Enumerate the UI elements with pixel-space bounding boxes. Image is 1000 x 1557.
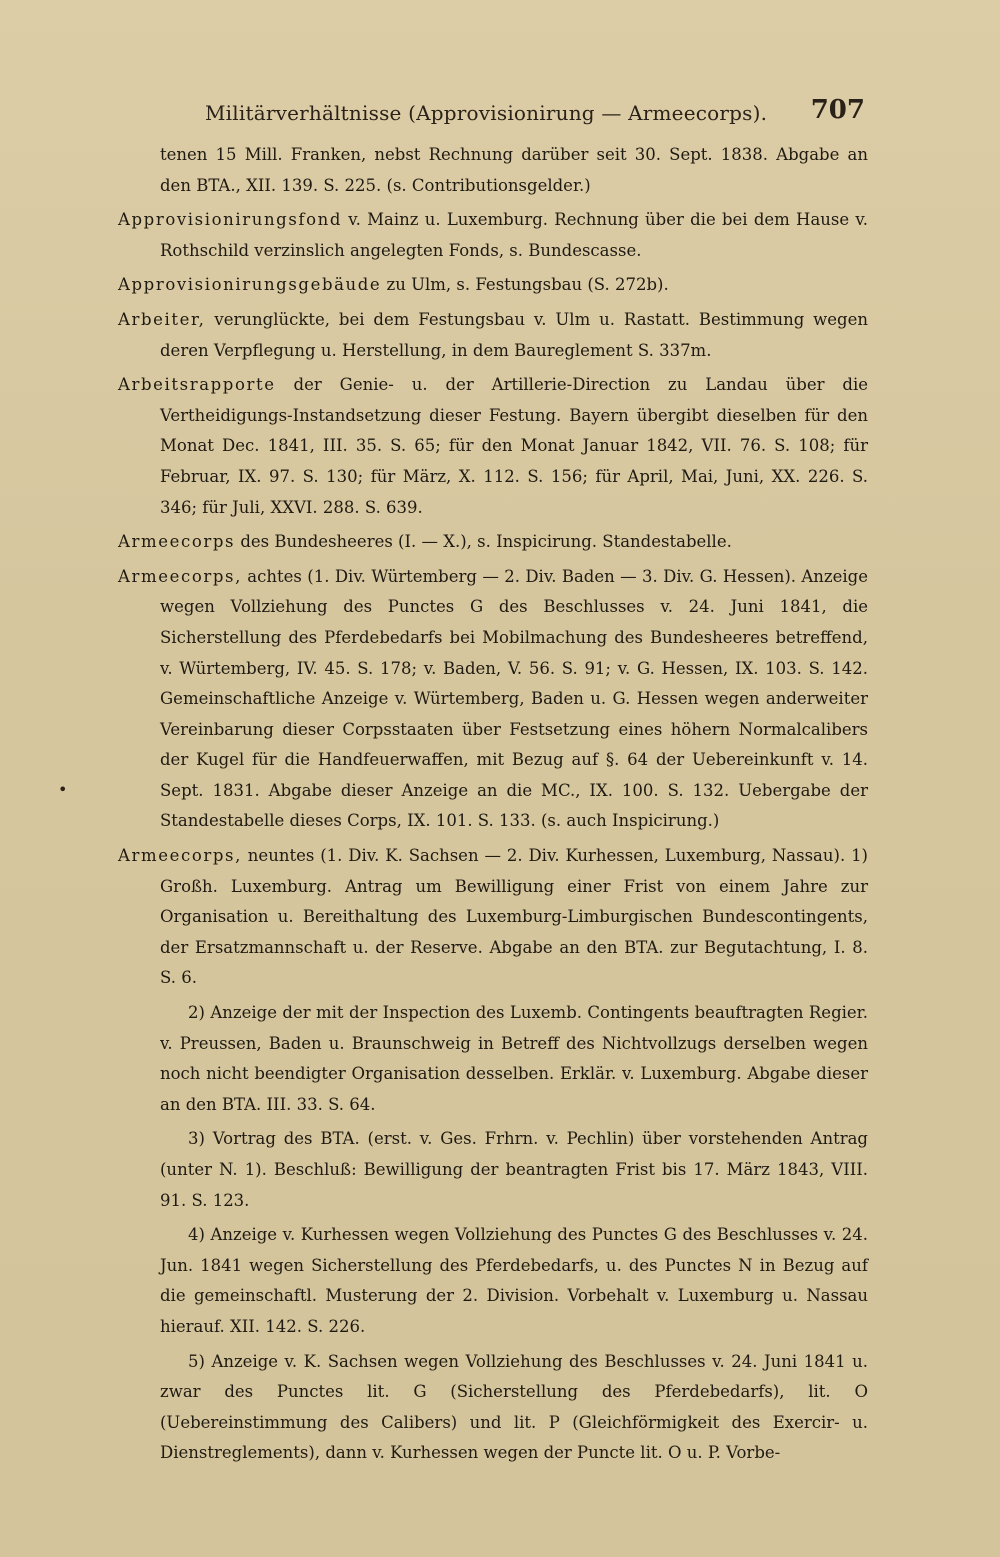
entry-text: v. Mainz u. Luxemburg. Rechnung über die bei dem Hause v. Rothschild verzinslich angelegten Fonds, s. Bundescasse. — [160, 210, 868, 260]
index-entry — [118, 305, 868, 366]
entry-term: Armeecorps, — [118, 846, 242, 866]
index-subentry: 3) Vortrag des BTA. (erst. v. Ges. Frhrn. v. Pechlin) über vorstehenden Antrag (unter N. 1). Beschluß: Bewilligung der beantragten Frist bis 17. März 1843, VIII. 91. S. 123. — [160, 1129, 868, 1210]
index-entry — [118, 562, 868, 837]
entry-term: Arbeitsrapporte — [118, 375, 276, 395]
page-header — [205, 95, 865, 135]
entry-term: Arbeiter, — [118, 309, 206, 329]
entry-text: der Genie- u. der Artillerie-Direction zu Landau über die Vertheidigungs-Instandsetzung dieser Festung. Bayern übergibt dieselben für den Monat Dec. 1841, III. 35. S. 65; für den Monat Januar 1842, VII. 76. S. 108; für Februar, IX. 97. S. 130; für März, X. 112. S. 156; für April, Mai, Juni, XX. 226. S. 346; für Juli, XXVI. 288. S. 639. — [160, 375, 868, 517]
index-entry — [118, 205, 868, 266]
entry-text: achtes (1. Div. Würtemberg — 2. Div. Baden — 3. Div. G. Hessen). Anzeige wegen Vollziehung des Punctes G des Beschlusses v. 24. Juni 1841, die Sicherstellung des Pferdebedarfs bei Mobilmachung des Bundesheeres betreffend, v. Würtemberg, IV. 45. S. 178; v. Baden, V. 56. S. 91; v. G. Hessen, IX. 103. S. 142. Gemeinschaftliche Anzeige v. Würtemberg, Baden u. G. Hessen wegen anderweiter Vereinbarung dieser Corpsstaaten über Festsetzung eines höhern Normalcalibers der Kugel für die Handfeuerwaffen, mit Bezug auf §. 64 der Uebereinkunft v. 14. Sept. 1831. Abgabe dieser Anzeige an die MC., IX. 100. S. 132. Uebergabe der Standestabelle dieses Corps, IX. 101. S. 133. (s. auch Inspicirung.) — [160, 566, 868, 831]
entry-term: Approvisionirungsgebäude — [118, 275, 382, 295]
entry-term: Approvisionirungsfond — [118, 210, 343, 230]
index-entry — [118, 370, 868, 523]
entry-text: neuntes (1. Div. K. Sachsen — 2. Div. Kurhessen, Luxemburg, Nassau). 1) Großh. Luxemburg. Antrag um Bewilligung einer Frist von einem Jahre zur Organisation u. Bereithaltung des Luxemburg-Limburgischen Bundescontingents, der Ersatzmannschaft u. der Reserve. Abgabe an den BTA. zur Begutachtung, I. 8. S. 6. — [160, 846, 868, 988]
index-subentry: 5) Anzeige v. K. Sachsen wegen Vollziehung des Beschlusses v. 24. Juni 1841 u. zwar des Punctes lit. G (Sicherstellung des Pferdebedarfs), lit. O (Uebereinstimmung des Calibers) und lit. P (Gleichförmigkeit des Exercir- u. Dienstreglements), dann v. Kurhessen wegen der Puncte lit. O u. P. Vorbe- — [160, 1351, 868, 1463]
index-entry — [118, 527, 868, 558]
entry-text: des Bundesheeres (I. — X.), s. Inspicirung. Standestabelle. — [235, 532, 732, 552]
index-entry-continuation — [118, 140, 868, 201]
running-title: Militärverhältnisse (Approvisionirung — Armeecorps). — [205, 101, 768, 125]
index-entry — [118, 841, 868, 994]
index-subentry: 2) Anzeige der mit der Inspection des Luxemb. Contingents beauftragten Regier. v. Preussen, Baden u. Braunschweig in Betreff des Nichtvollzugs derselben wegen noch nicht beendigter Organisation desselben. Erklär. v. Luxemburg. Abgabe dieser an den BTA. III. 33. S. 64. — [160, 1003, 868, 1114]
entry-text: verunglückte, bei dem Festungsbau v. Ulm u. Rastatt. Bestimmung wegen deren Verpflegung u. Herstellung, in dem Baureglement S. 337m. — [160, 309, 868, 360]
entry-text: zu Ulm, s. Festungsbau (S. 272b). — [381, 275, 669, 295]
entry-term: Armeecorps — [118, 532, 236, 552]
index-subentry: 4) Anzeige v. Kurhessen wegen Vollziehung des Punctes G des Beschlusses v. 24. Jun. 1841 wegen Sicherstellung des Pferdebedarfs, u. des Punctes N in Bezug auf die gemeinschaftl. Musterung der 2. Division. Vorbehalt v. Luxemburg u. Nassau hierauf. XII. 142. S. 226. — [160, 1225, 868, 1336]
index-body — [118, 140, 868, 1473]
entry-term: Armeecorps, — [118, 566, 242, 586]
index-entry — [118, 270, 868, 301]
entry-text: tenen 15 Mill. Franken, nebst Rechnung darüber seit 30. Sept. 1838. Abgabe an den BTA., XII. 139. S. 225. (s. Contributionsgelder.) — [160, 145, 868, 195]
page-number: 707 — [810, 95, 865, 125]
margin-mark: • — [58, 780, 68, 799]
